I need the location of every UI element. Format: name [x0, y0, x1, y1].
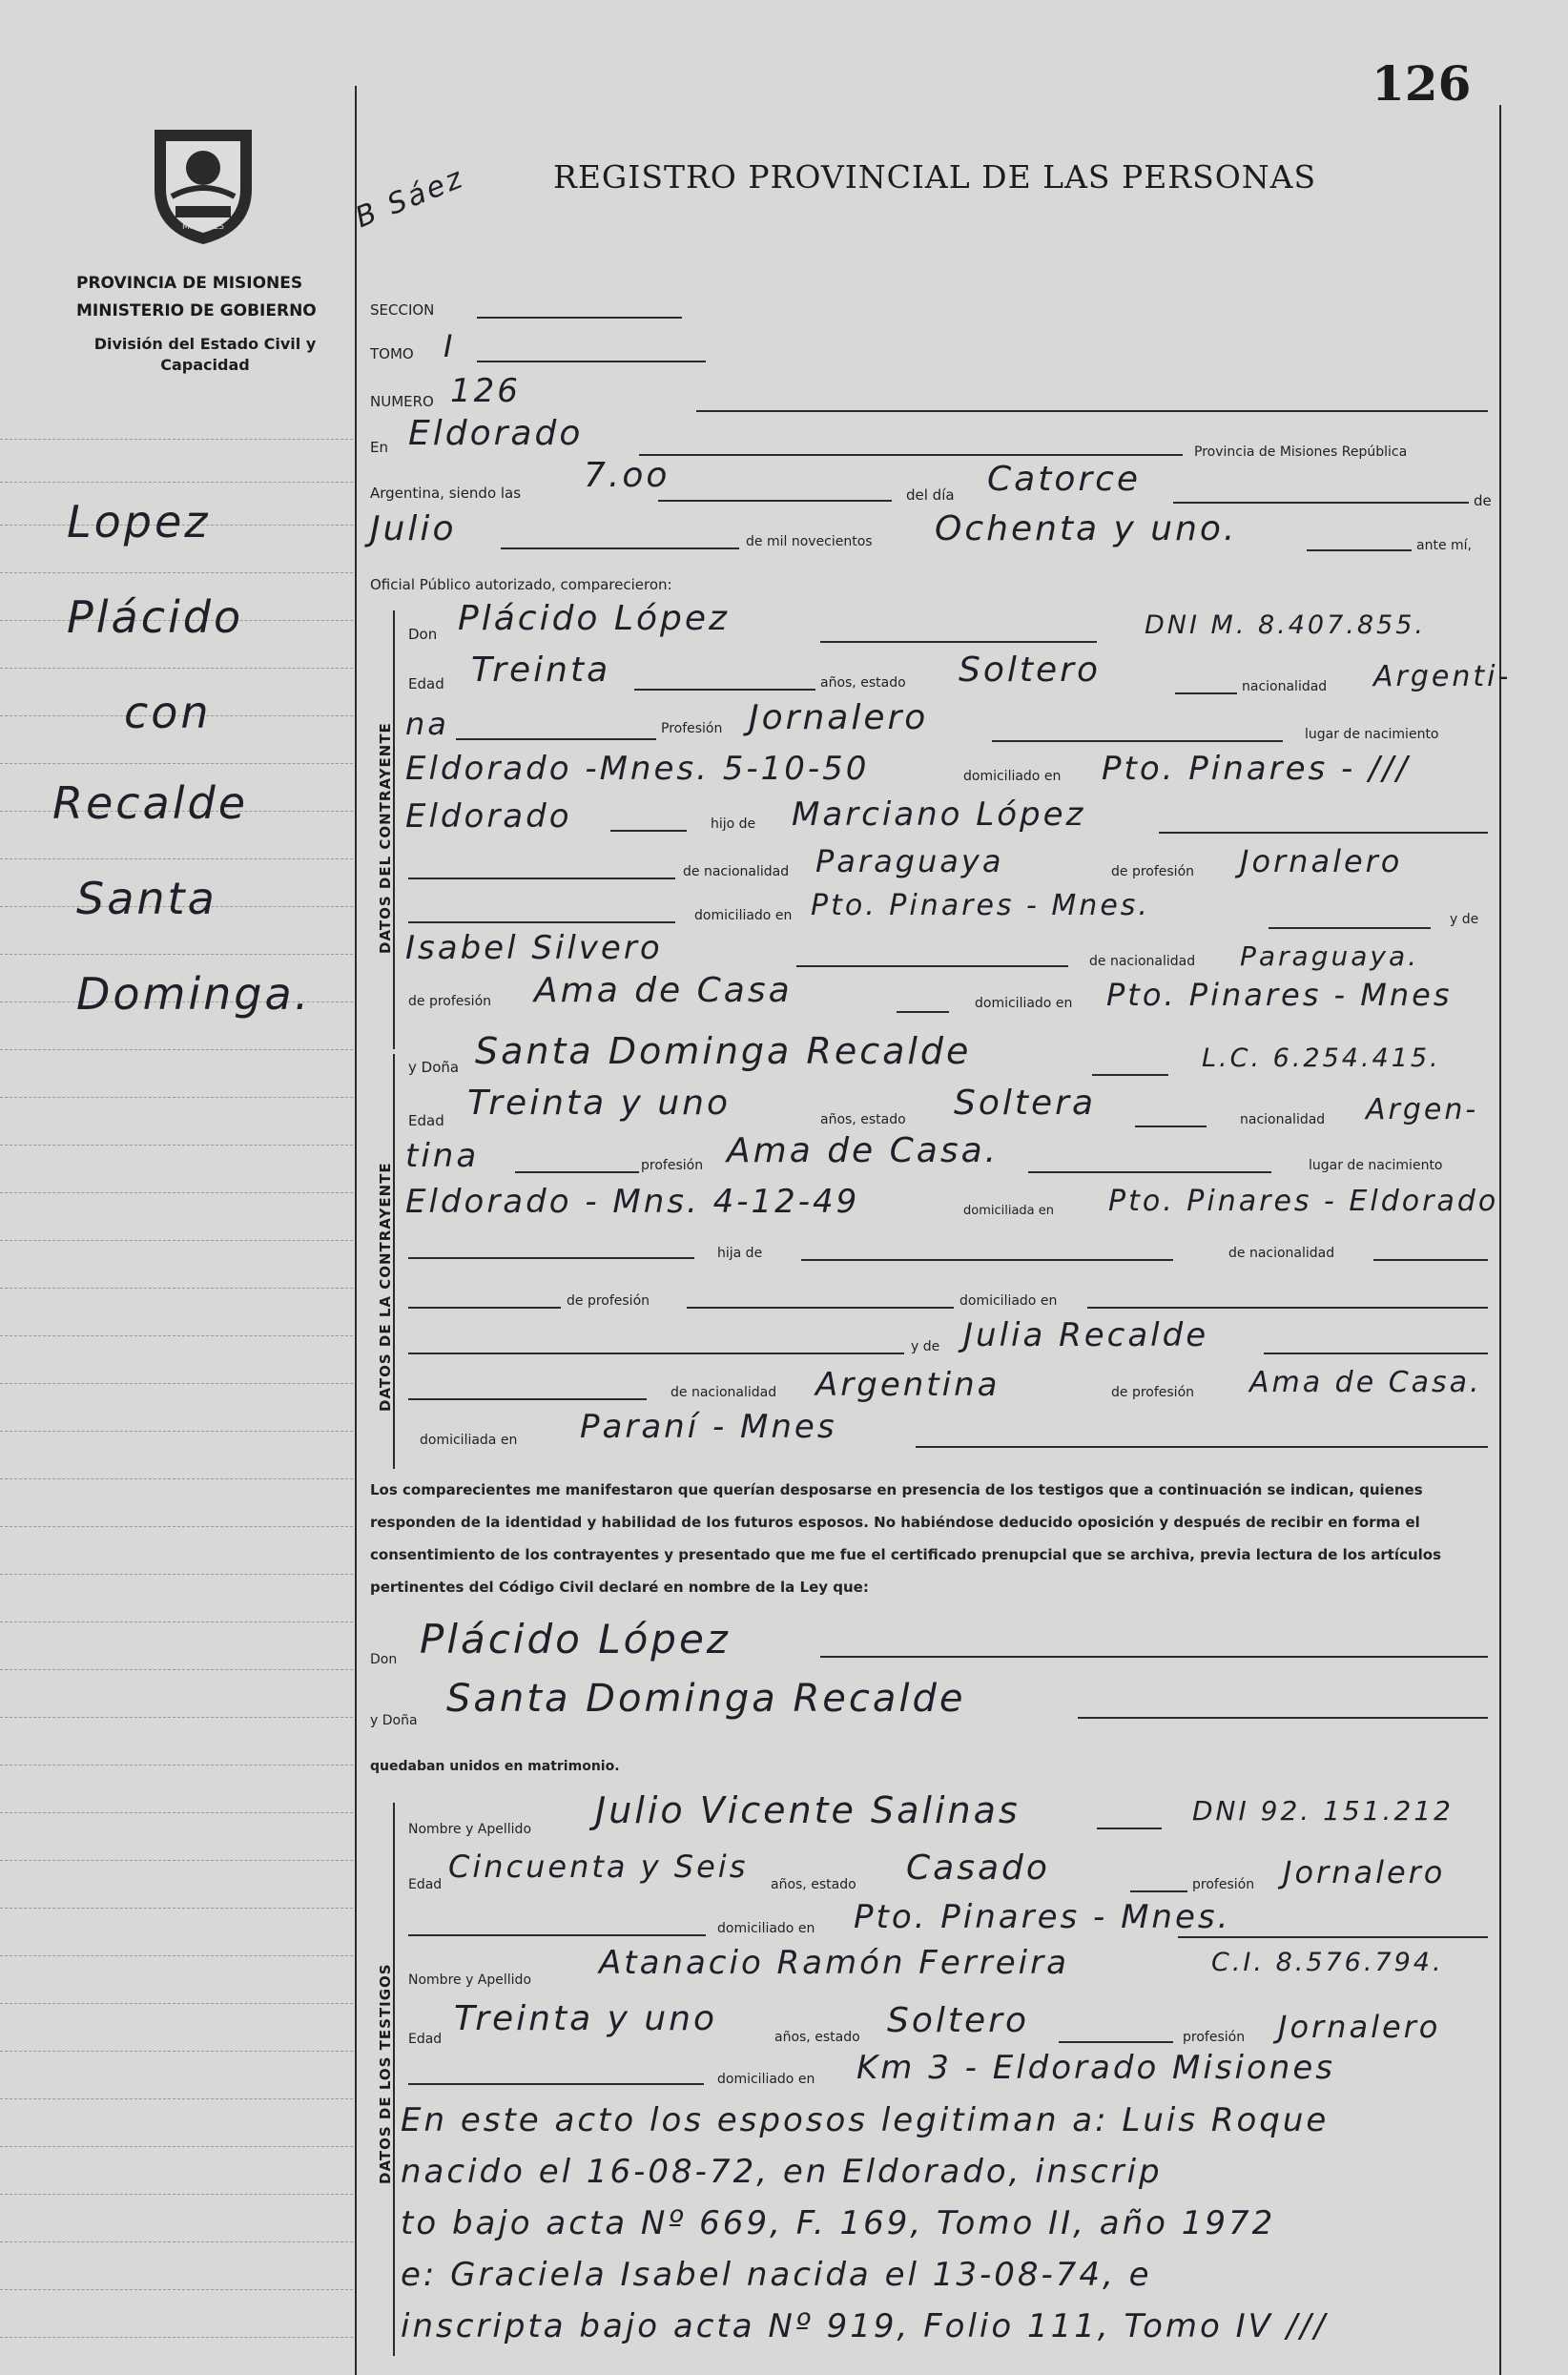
bride-lugar-label: lugar de nacimiento [1309, 1158, 1443, 1173]
groom-domicilio-label: domiciliado en [963, 769, 1062, 784]
groom-father-prof-label: de profesión [1111, 864, 1195, 879]
seal-icon [143, 122, 263, 248]
tomo-value: I [444, 328, 456, 364]
w1-dom: Pto. Pinares - Mnes. [854, 1898, 1231, 1936]
bride-father-nac-label: de nacionalidad [1228, 1246, 1335, 1261]
margin-name-5: Santa [76, 873, 217, 924]
bride-father-dom-label: domiciliado en [959, 1293, 1058, 1309]
margin-name-6: Dominga. [76, 968, 312, 1020]
declaration-don-name: Plácido López [420, 1616, 731, 1662]
notes [401, 2095, 1497, 2352]
groom-estado: Soltero [959, 651, 1101, 690]
groom-nacionalidad: Argenti- [1373, 660, 1512, 693]
bride-age: Treinta y uno [467, 1084, 731, 1123]
anio-label: de mil novecientos [746, 534, 873, 549]
declaration-don-label: Don [370, 1652, 398, 1667]
declaration-closing: quedaban unidos en matrimonio. [370, 1759, 620, 1774]
w1-prof: Jornalero [1283, 1854, 1446, 1890]
svg-text:MISIONES: MISIONES [181, 222, 225, 232]
numero-value: 126 [450, 372, 521, 410]
note-line-5: inscripta bajo acta Nº 919, Folio 111, Tomo IV /// [401, 2307, 1329, 2345]
w1-name: Julio Vicente Salinas [595, 1789, 1021, 1831]
bride-name: Santa Dominga Recalde [475, 1030, 972, 1072]
provincia-text: Provincia de Misiones República [1194, 444, 1408, 460]
bride-y-de-label: y de [911, 1339, 940, 1354]
groom-father-dom-label: domiciliado en [694, 908, 793, 923]
w1-estado-label: años, estado [771, 1877, 856, 1892]
del-dia-label: del día [906, 486, 955, 504]
groom-mother-nac-label: de nacionalidad [1089, 954, 1196, 969]
groom-estado-label: años, estado [820, 675, 906, 691]
groom-document: DNI M. 8.407.855. [1145, 610, 1426, 640]
groom-father-nac: Paraguaya [815, 843, 1004, 879]
groom-profesion-label: Profesión [661, 721, 723, 736]
declaration-dona-name: Santa Dominga Recalde [446, 1677, 966, 1721]
division-label: División del Estado Civil y Capacidad [93, 335, 317, 374]
bride-domicilio: Pto. Pinares - Eldorado [1108, 1185, 1499, 1218]
groom-age: Treinta [471, 651, 611, 690]
bride-nacionalidad-cont: tina [405, 1137, 480, 1175]
margin-name-3: con [124, 687, 212, 738]
left-frame-line [355, 86, 357, 2375]
margin-name-2: Plácido [67, 591, 244, 643]
note-line-1: En este acto los esposos legitiman a: Luis Roque [401, 2101, 1330, 2139]
numero-label: NUMERO [370, 393, 434, 410]
w2-profesion-label: profesión [1183, 2030, 1246, 2045]
page-number: 126 [1372, 55, 1472, 112]
groom-mother-prof: Ama de Casa [534, 971, 793, 1010]
bride-profesion-label: profesión [641, 1158, 704, 1173]
bride-birth: Eldorado - Mns. 4-12-49 [405, 1183, 860, 1221]
w2-prof: Jornalero [1278, 2009, 1441, 2045]
bride-document: L.C. 6.254.415. [1202, 1043, 1441, 1073]
seccion-label: SECCION [370, 301, 435, 319]
province-label: PROVINCIA DE MISIONES [76, 274, 303, 293]
w1-domicilio-label: domiciliado en [717, 1921, 815, 1936]
groom-y-de-label: y de [1450, 912, 1479, 927]
w1-age: Cincuenta y Seis [448, 1848, 749, 1885]
bride-mother-nac-label: de nacionalidad [671, 1385, 777, 1400]
bride-mother-prof-label: de profesión [1111, 1385, 1195, 1400]
groom-hijo-label: hijo de [711, 816, 756, 832]
ante-label: ante mí, [1416, 538, 1472, 553]
oficial-text: Oficial Público autorizado, comparecieron: [370, 576, 672, 593]
note-line-2: nacido el 16-08-72, en Eldorado, inscrip [401, 2153, 1163, 2191]
groom-mother-prof-label: de profesión [408, 994, 492, 1009]
groom-father-prof: Jornalero [1240, 843, 1403, 879]
groom-mother-dom-label: domiciliado en [975, 996, 1073, 1011]
w1-profesion-label: profesión [1192, 1877, 1255, 1892]
bride-mother-dom: Paraní - Mnes [580, 1408, 837, 1446]
note-line-3: to bajo acta Nº 669, F. 169, Tomo II, año 1972 [401, 2204, 1276, 2242]
bride-section-label: DATOS DE LA CONTRAYENTE [377, 1162, 394, 1412]
bride-nacionalidad-label: nacionalidad [1240, 1112, 1326, 1127]
bride-mother-nac: Argentina [815, 1366, 1001, 1404]
w1-doc: DNI 92. 151.212 [1192, 1795, 1454, 1827]
groom-edad-label: Edad [408, 675, 444, 692]
w2-dom: Km 3 - Eldorado Misiones [856, 2049, 1335, 2087]
groom-domicilio-cont: Eldorado [405, 797, 572, 836]
argentina-text: Argentina, siendo las [370, 485, 522, 502]
bride-mother-dom-label: domiciliada en [420, 1433, 518, 1448]
groom-mother-dom: Pto. Pinares - Mnes [1106, 977, 1453, 1013]
w2-edad-label: Edad [408, 2032, 443, 2047]
page-title: REGISTRO PROVINCIAL DE LAS PERSONAS [553, 158, 1317, 196]
bride-hija-label: hija de [717, 1246, 763, 1261]
place-value: Eldorado [408, 414, 584, 453]
mes-value: Julio [370, 509, 457, 548]
w2-doc: C.I. 8.576.794. [1211, 1948, 1444, 1977]
note-line-4: e: Graciela Isabel nacida el 13-08-74, e [401, 2256, 1152, 2294]
groom-nacionalidad-label: nacionalidad [1242, 679, 1328, 694]
bride-mother-prof: Ama de Casa. [1249, 1366, 1482, 1399]
bride-profesion: Ama de Casa. [727, 1131, 1000, 1170]
margin-note: B Sáez [350, 160, 469, 236]
dia-value: Catorce [987, 460, 1142, 499]
groom-domicilio: Pto. Pinares - /// [1102, 750, 1411, 788]
declaration-text: Los comparecientes me manifestaron que querían desposarse en presencia de los testigos que a continuación se indican, quienes responden de la identidad y habilidad de los futuros esposos. No habiéndose deducido oposición y después de recibir en forma el consentimiento de los contrayentes y presentado que me fue el certificado prenupcial que se archiva, previa lectura de los artículos pertinentes del Código Civil declaré en nombre de la Ley que: [370, 1481, 1442, 1596]
bride-mother: Julia Recalde [963, 1316, 1209, 1354]
w2-nombre-label: Nombre y Apellido [408, 1972, 532, 1988]
bride-edad-label: Edad [408, 1112, 444, 1129]
w2-estado-label: años, estado [774, 2030, 860, 2045]
groom-father: Marciano López [792, 795, 1086, 834]
w2-domicilio-label: domiciliado en [717, 2072, 815, 2087]
groom-name: Plácido López [458, 599, 730, 638]
bride-estado: Soltera [954, 1084, 1097, 1123]
witnesses-section-label: DATOS DE LOS TESTIGOS [377, 1963, 394, 2184]
bride-domicilio-label: domiciliada en [963, 1204, 1055, 1218]
bride-father-prof-label: de profesión [567, 1293, 650, 1309]
w2-estado: Soltero [887, 2001, 1029, 2040]
w2-name: Atanacio Ramón Ferreira [599, 1944, 1069, 1982]
bride-estado-label: años, estado [820, 1112, 906, 1127]
groom-mother-nac: Paraguaya. [1240, 940, 1420, 972]
anio-value: Ochenta y uno. [935, 509, 1238, 548]
groom-mother: Isabel Silvero [405, 929, 663, 967]
groom-nacionalidad-cont: na [405, 706, 449, 742]
ministry-label: MINISTERIO DE GOBIERNO [76, 301, 317, 320]
declaration-dona-label: y Doña [370, 1713, 418, 1728]
w1-edad-label: Edad [408, 1877, 443, 1892]
margin-name-1: Lopez [67, 496, 211, 547]
bride-dona-label: y Doña [408, 1059, 460, 1076]
groom-birth: Eldorado -Mnes. 5-10-50 [405, 750, 870, 788]
de-label: de [1474, 492, 1492, 509]
w2-age: Treinta y uno [454, 1999, 717, 2038]
margin-name-4: Recalde [52, 777, 249, 829]
right-frame-line [1499, 105, 1501, 2375]
w1-nombre-label: Nombre y Apellido [408, 1822, 532, 1837]
bride-nacionalidad: Argen- [1366, 1093, 1479, 1126]
groom-profesion: Jornalero [749, 698, 929, 737]
hora-value: 7.oo [584, 456, 671, 495]
groom-father-nac-label: de nacionalidad [683, 864, 790, 879]
groom-lugar-label: lugar de nacimiento [1305, 727, 1439, 742]
groom-father-dom: Pto. Pinares - Mnes. [811, 889, 1150, 922]
groom-don-label: Don [408, 626, 438, 643]
tomo-label: TOMO [370, 345, 414, 362]
w1-estado: Casado [906, 1848, 1050, 1888]
en-label: En [370, 439, 388, 456]
groom-section-label: DATOS DEL CONTRAYENTE [377, 722, 394, 954]
